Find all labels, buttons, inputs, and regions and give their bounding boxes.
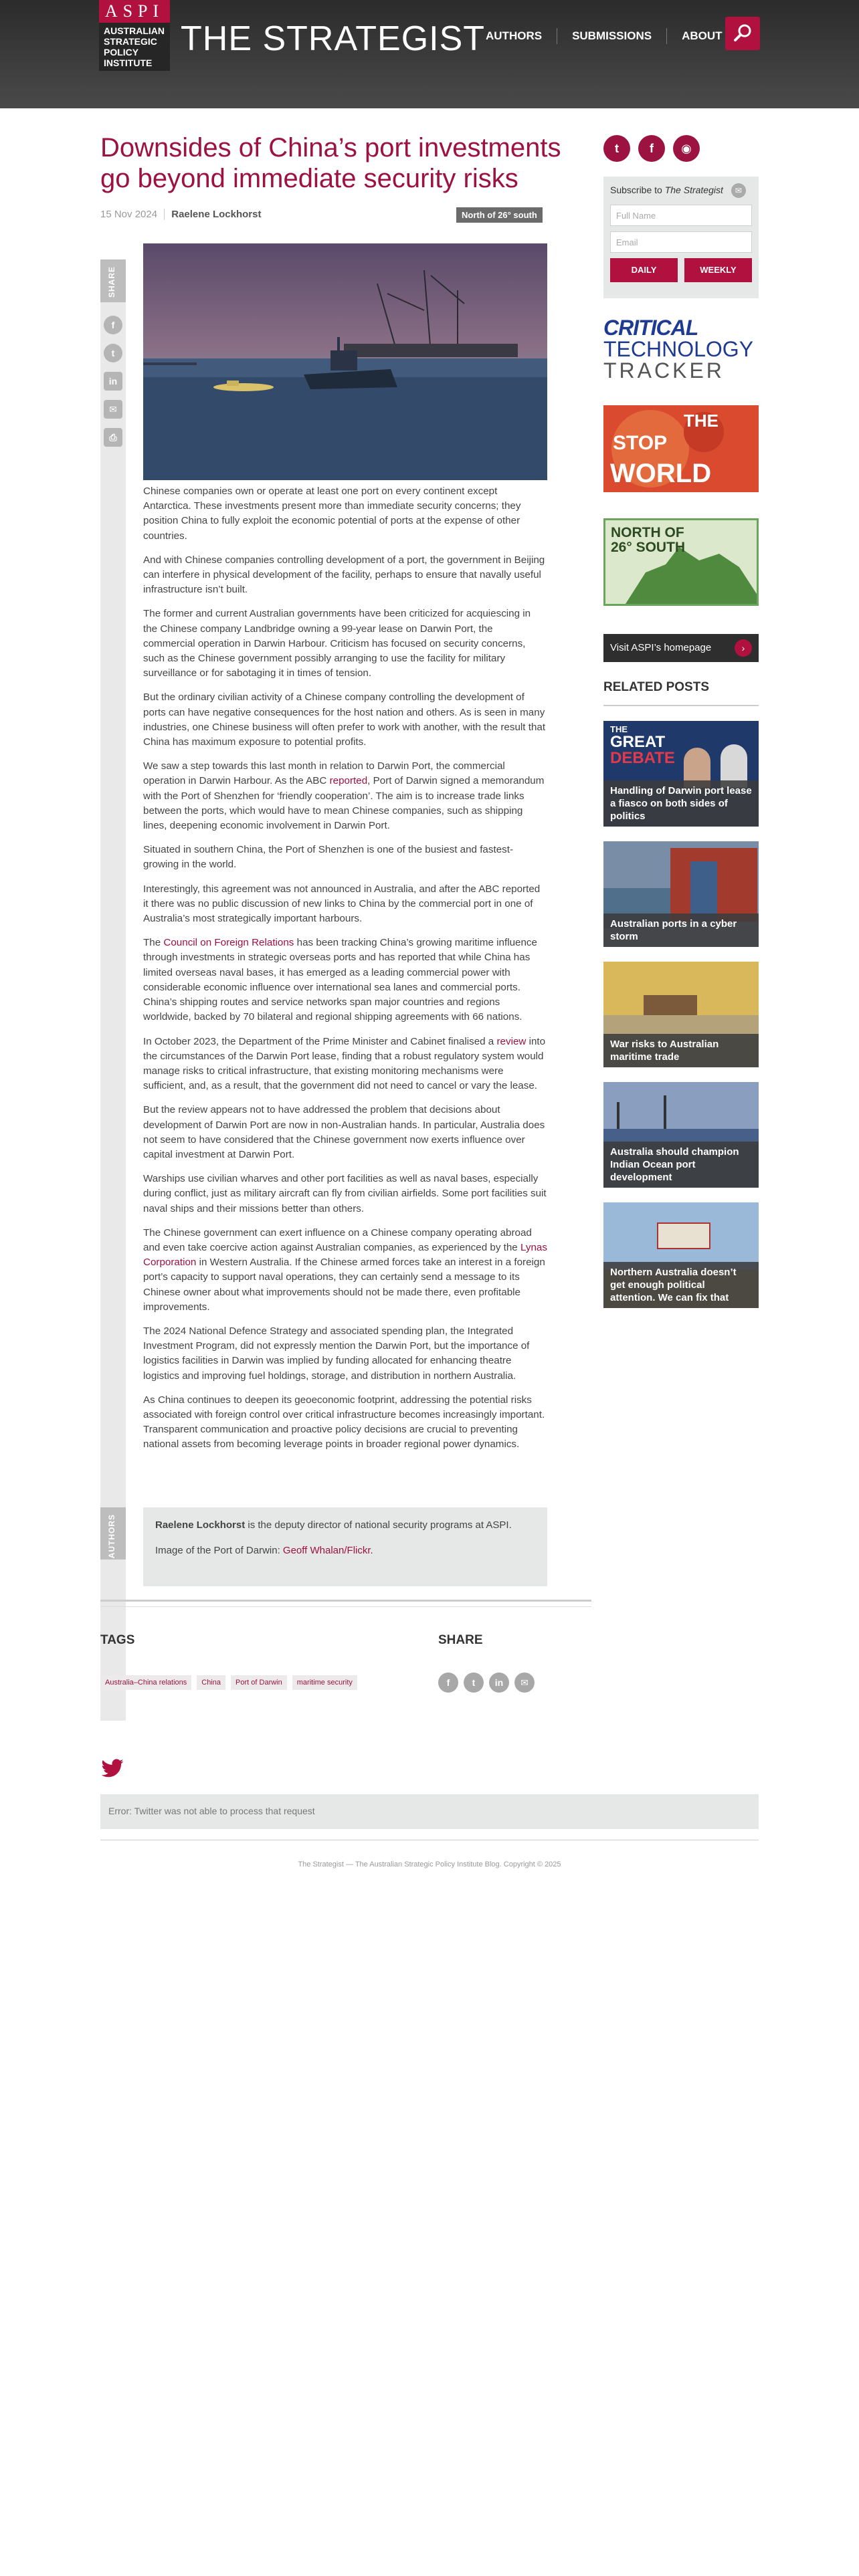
logo-line: THE xyxy=(610,724,628,734)
bio-name: Raelene Lockhorst xyxy=(155,1519,246,1531)
share-heading: SHARE xyxy=(438,1633,483,1647)
visit-label: Visit ASPI’s homepage xyxy=(610,642,712,653)
related-post[interactable] xyxy=(603,962,759,1067)
mail-icon: ✉ xyxy=(731,183,746,198)
authors-tab xyxy=(100,1507,126,1560)
ad-text: WORLD xyxy=(610,459,712,488)
review-link[interactable]: review xyxy=(496,1035,527,1047)
linkedin-icon[interactable]: in xyxy=(104,372,122,391)
paragraph: The 2024 National Defence Strategy and associated spending plan, the Integrated Investment Program, did not expressly mention the Darwin Port, but the importance of logistics facilities in Darwin was implied by funding allocated for enhancing theatre logistics and improving fuel holdings, storage, and distribution in northern Australia. xyxy=(143,1325,530,1382)
nav-submissions[interactable]: SUBMISSIONS xyxy=(557,28,666,44)
category-badge[interactable]: North of 26° south xyxy=(456,207,543,223)
paragraph xyxy=(143,1226,547,1315)
related-post-title: War risks to Australian maritime trade xyxy=(603,1034,759,1067)
twitter-error: Error: Twitter was not able to process that request xyxy=(100,1794,759,1829)
text: , Port of Darwin signed a memorandum with the Port of Shenzhen for ‘friendly cooperation’. The aim is to increase trade links between the ports, which would have to mean Chinese companies, such as shipping lines, deepening economic involvement in Darwin Port. xyxy=(143,775,545,832)
related-post-title: Northern Australia doesn’t get enough political attention. We can fix that xyxy=(603,1262,759,1308)
text: into the circumstances of the Darwin Port lease, finding that a robust regulatory system would manage risks to critical infrastructure, that existing monitoring mechanisms were sufficient, and, as a result, that the government did not need to cancel or vary the lease. xyxy=(143,1035,546,1092)
arrow-right-icon: › xyxy=(735,639,752,657)
critical-technology-tracker-ad[interactable] xyxy=(603,316,759,383)
credit-label: Image of the Port of Darwin: xyxy=(155,1545,283,1556)
article-body xyxy=(143,484,547,1462)
north-of-26-south-ad[interactable] xyxy=(603,518,759,606)
article-author[interactable]: Raelene Lockhorst xyxy=(164,209,261,220)
share-sidebar xyxy=(100,259,126,1721)
related-post[interactable] xyxy=(603,1202,759,1308)
logo-line: AUSTRALIAN xyxy=(104,25,165,36)
article-title: Downsides of China’s port investments go beyond immediate security risks xyxy=(100,133,561,193)
logo-line: GREAT xyxy=(610,733,666,751)
paragraph: Warships use civilian wharves and other port facilities as well as naval bases, especially during conflict, just as military aircraft can fly from civilian airfields. Some port facilities suit naval ships and their missions better than others. xyxy=(143,1173,547,1214)
related-post[interactable] xyxy=(603,841,759,947)
logo-mark: ASPI xyxy=(99,0,170,23)
tag[interactable]: maritime security xyxy=(292,1675,357,1690)
tag[interactable]: China xyxy=(197,1675,225,1690)
paragraph xyxy=(143,759,547,833)
twitter-icon[interactable]: t xyxy=(464,1673,484,1693)
paragraph: But the review appears not to have addressed the problem that decisions about development of Darwin Port are now in non-Australian hands. In particular, Australia does not seem to have considered that the Chinese government now exerts influence over capital investment at Darwin Port. xyxy=(143,1104,545,1160)
search-icon xyxy=(725,17,760,50)
paragraph: As China continues to deepen its geoeconomic footprint, addressing the potential risks associated with foreign control over critical infrastructure becomes increasingly important. Transparent communication and proactive policy decisions are crucial to preventing national assets from becoming leverage points in broader regional power dynamics. xyxy=(143,1394,545,1451)
full-name-field[interactable]: Full Name xyxy=(610,205,752,226)
share-icons xyxy=(104,316,122,456)
article-meta xyxy=(100,209,261,220)
paragraph: Situated in southern China, the Port of Shenzhen is one of the busiest and fastest-growing in the world. xyxy=(143,844,514,871)
site-title[interactable]: THE STRATEGIST xyxy=(181,19,486,58)
email-icon[interactable]: ✉ xyxy=(514,1673,535,1693)
ad-line: 26° SOUTH xyxy=(611,540,686,555)
tags-heading: TAGS xyxy=(100,1633,135,1647)
ctt-line: TRACKER xyxy=(603,358,725,383)
divider xyxy=(100,1600,591,1602)
text: in Western Australia. If the Chinese armed forces take an interest in a foreign port’s capacity to support naval operations, they can certainly send a message to its Chinese owner about what improvements should not be made there, even profitable improvements. xyxy=(143,1257,545,1313)
paragraph: Chinese companies own or operate at least one port on every continent except Antarctica. These investments present more than immediate security concerns; they position China to fully exploit the economic potential of ports at the expense of other countries. xyxy=(143,486,521,542)
logo-line: STRATEGIC xyxy=(104,36,157,47)
subscribe-label: Subscribe to xyxy=(610,185,665,195)
facebook-icon[interactable]: f xyxy=(638,135,665,162)
ad-heading xyxy=(611,526,685,555)
search-button[interactable] xyxy=(725,17,760,50)
twitter-icon[interactable]: t xyxy=(104,344,122,362)
email-icon[interactable]: ✉ xyxy=(104,400,122,419)
share-label: SHARE xyxy=(107,266,116,298)
related-post[interactable] xyxy=(603,721,759,827)
logo-line: INSTITUTE xyxy=(104,58,153,68)
nav-authors[interactable]: AUTHORS xyxy=(486,29,543,42)
image-credit-link[interactable]: Geoff Whalan/Flickr. xyxy=(282,1545,373,1556)
facebook-icon[interactable]: f xyxy=(438,1673,458,1693)
authors-label: AUTHORS xyxy=(107,1514,116,1559)
hero-image xyxy=(143,243,547,480)
related-heading: RELATED POSTS xyxy=(603,680,709,694)
ad-line: NORTH OF xyxy=(611,525,684,540)
divider xyxy=(100,1606,591,1607)
paragraph xyxy=(143,1035,547,1094)
stop-the-world-ad[interactable] xyxy=(603,405,759,492)
subscribe-buttons xyxy=(610,258,752,282)
image-credit xyxy=(155,1543,535,1558)
share-tab xyxy=(100,259,126,302)
logo-subtitle xyxy=(104,25,168,68)
main-nav xyxy=(471,28,737,44)
logo-line: DEBATE xyxy=(610,749,675,767)
text: The Chinese government can exert influence on a Chinese company operating abroad and even take coercive action against Australian companies, as experienced by the xyxy=(143,1226,532,1253)
paragraph: Interestingly, this agreement was not announced in Australia, and after the ABC reported it there was no public discussion of new links to China by the commercial port in one of Australia’s most strategically important harbours. xyxy=(143,883,541,925)
bio-rest: is the deputy director of national security programs at ASPI. xyxy=(245,1519,512,1531)
weekly-button[interactable]: WEEKLY xyxy=(684,258,752,282)
ctt-line: TECHNOLOGY xyxy=(603,337,754,361)
divider xyxy=(603,705,759,706)
tag[interactable]: Port of Darwin xyxy=(231,1675,287,1690)
rss-icon[interactable]: ◉ xyxy=(673,135,700,162)
ad-text: THE xyxy=(684,411,719,431)
tag[interactable]: Australia–China relations xyxy=(100,1675,191,1690)
subscribe-title xyxy=(610,183,752,198)
author-bio xyxy=(143,1507,547,1586)
related-post-title: Australian ports in a cyber storm xyxy=(603,914,759,947)
facebook-icon[interactable]: f xyxy=(104,316,122,334)
debate-logo xyxy=(610,725,675,766)
text: In October 2023, the Department of the Prime Minister and Cabinet finalised a xyxy=(143,1035,497,1047)
abc-reported-link[interactable]: reported xyxy=(329,775,368,787)
ctt-line: CRITICAL xyxy=(603,316,698,340)
email-field[interactable]: Email xyxy=(610,231,752,253)
related-post[interactable] xyxy=(603,1082,759,1188)
footer-text: The Strategist — The Australian Strategic Policy Institute Blog. Copyright © 2025 xyxy=(298,1860,561,1868)
related-post-title: Handling of Darwin port lease a fiasco on both sides of politics xyxy=(603,780,759,827)
linkedin-icon[interactable]: in xyxy=(489,1673,509,1693)
logo-line: POLICY xyxy=(104,47,139,58)
bio-text xyxy=(155,1518,535,1533)
subscribe-box xyxy=(603,177,759,298)
twitter-icon[interactable]: t xyxy=(603,135,630,162)
nav-about[interactable]: ABOUT xyxy=(666,28,737,44)
text: We saw a step towards this last month in relation to Darwin Port, the commercial operation in Darwin Harbour. As the ABC xyxy=(143,760,505,787)
print-icon[interactable]: ⎙ xyxy=(104,428,122,447)
ad-text: STOP xyxy=(613,432,668,454)
daily-button[interactable]: DAILY xyxy=(610,258,678,282)
article-date: 15 Nov 2024 xyxy=(100,209,158,220)
lynas-link[interactable]: Lynas Corporation xyxy=(143,1241,547,1269)
tag-list xyxy=(100,1675,363,1690)
paragraph: The former and current Australian governments have been criticized for acquiescing in the Chinese company Landbridge owning a 99-year lease on Darwin Port, the commercial operation in Darwin Harbour. Criticism has focused on security concerns, such as the Chinese government possibly arranging to use the facility for military surveillance or for sabotaging it in times of tension. xyxy=(143,608,531,679)
text: The xyxy=(143,937,164,949)
paragraph xyxy=(143,936,547,1025)
visit-aspi-button[interactable] xyxy=(603,634,759,662)
related-post-title: Australia should champion Indian Ocean port development xyxy=(603,1142,759,1188)
aspi-logo[interactable] xyxy=(99,0,170,71)
text: has been tracking China’s growing maritime influence through investments in strategic overseas ports and has reported that while China has limited overseas naval bases, it has emerged as a leading commercial power with considerable economic influence over international sea lanes and commercial ports. China’s shipping routes and service networks span major countries and regions worldwide, backed by 70 bilateral and regional shipping agreements with 66 nations. xyxy=(143,937,537,1023)
subscribe-pub: The Strategist xyxy=(664,185,723,195)
paragraph: But the ordinary civilian activity of a Chinese company controlling the development of ports can have negative consequences for the host nation and others. As is seen in many industries, one Chinese business will often prefer to work with another, with the result that China has maximum exposure to potential profits. xyxy=(143,691,546,748)
site-header xyxy=(0,0,859,108)
paragraph: And with Chinese companies controlling development of a port, the government in Beijing can interfere in physical development of the facility, perhaps to ensure that navally useful infrastructure isn’t built. xyxy=(143,554,545,596)
twitter-bird-icon xyxy=(100,1759,124,1779)
share-buttons xyxy=(438,1673,540,1693)
cfr-link[interactable]: Council on Foreign Relations xyxy=(163,937,294,949)
